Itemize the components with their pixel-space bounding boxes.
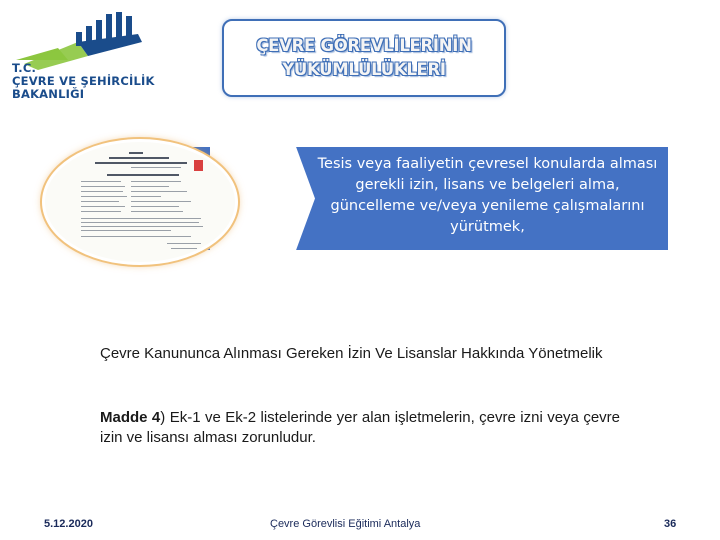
footer-title: Çevre Görevlisi Eğitimi Antalya	[270, 518, 421, 530]
ministry-name-line2: ÇEVRE VE ŞEHİRCİLİK	[12, 74, 155, 88]
article-text: ) Ek-1 ve Ek-2 listelerinde yer alan işletmelerin, çevre izni veya çevre izin ve lisansı alması zorunludur.	[100, 409, 621, 446]
ministry-name-line1: T.C.	[12, 61, 37, 75]
article-paragraph	[100, 408, 620, 448]
article-label: Madde 4	[100, 409, 161, 426]
page-number: 36	[664, 518, 677, 530]
footer-date: 5.12.2020	[44, 518, 93, 530]
slide-title-line1: ÇEVRE GÖREVLİLERİNİN	[256, 36, 472, 55]
ministry-name-line3: BAKANLIĞI	[12, 87, 85, 101]
regulation-title: Çevre Kanununca Alınması Gereken İzin Ve Lisanslar Hakkında Yönetmelik	[100, 345, 603, 362]
slide-title-box	[222, 19, 506, 97]
slide-title-line2: YÜKÜMLÜLÜKLERİ	[282, 60, 446, 79]
document-icon	[71, 148, 211, 256]
permit-document-image	[42, 139, 238, 265]
ministry-name	[12, 62, 155, 101]
info-panel-text: Tesis veya faaliyetin çevresel konularda alması gerekli izin, lisans ve belgeleri alma, güncelleme ve/veya yenileme çalışmalarını yürütmek,	[317, 156, 658, 235]
flag-icon	[194, 160, 203, 171]
